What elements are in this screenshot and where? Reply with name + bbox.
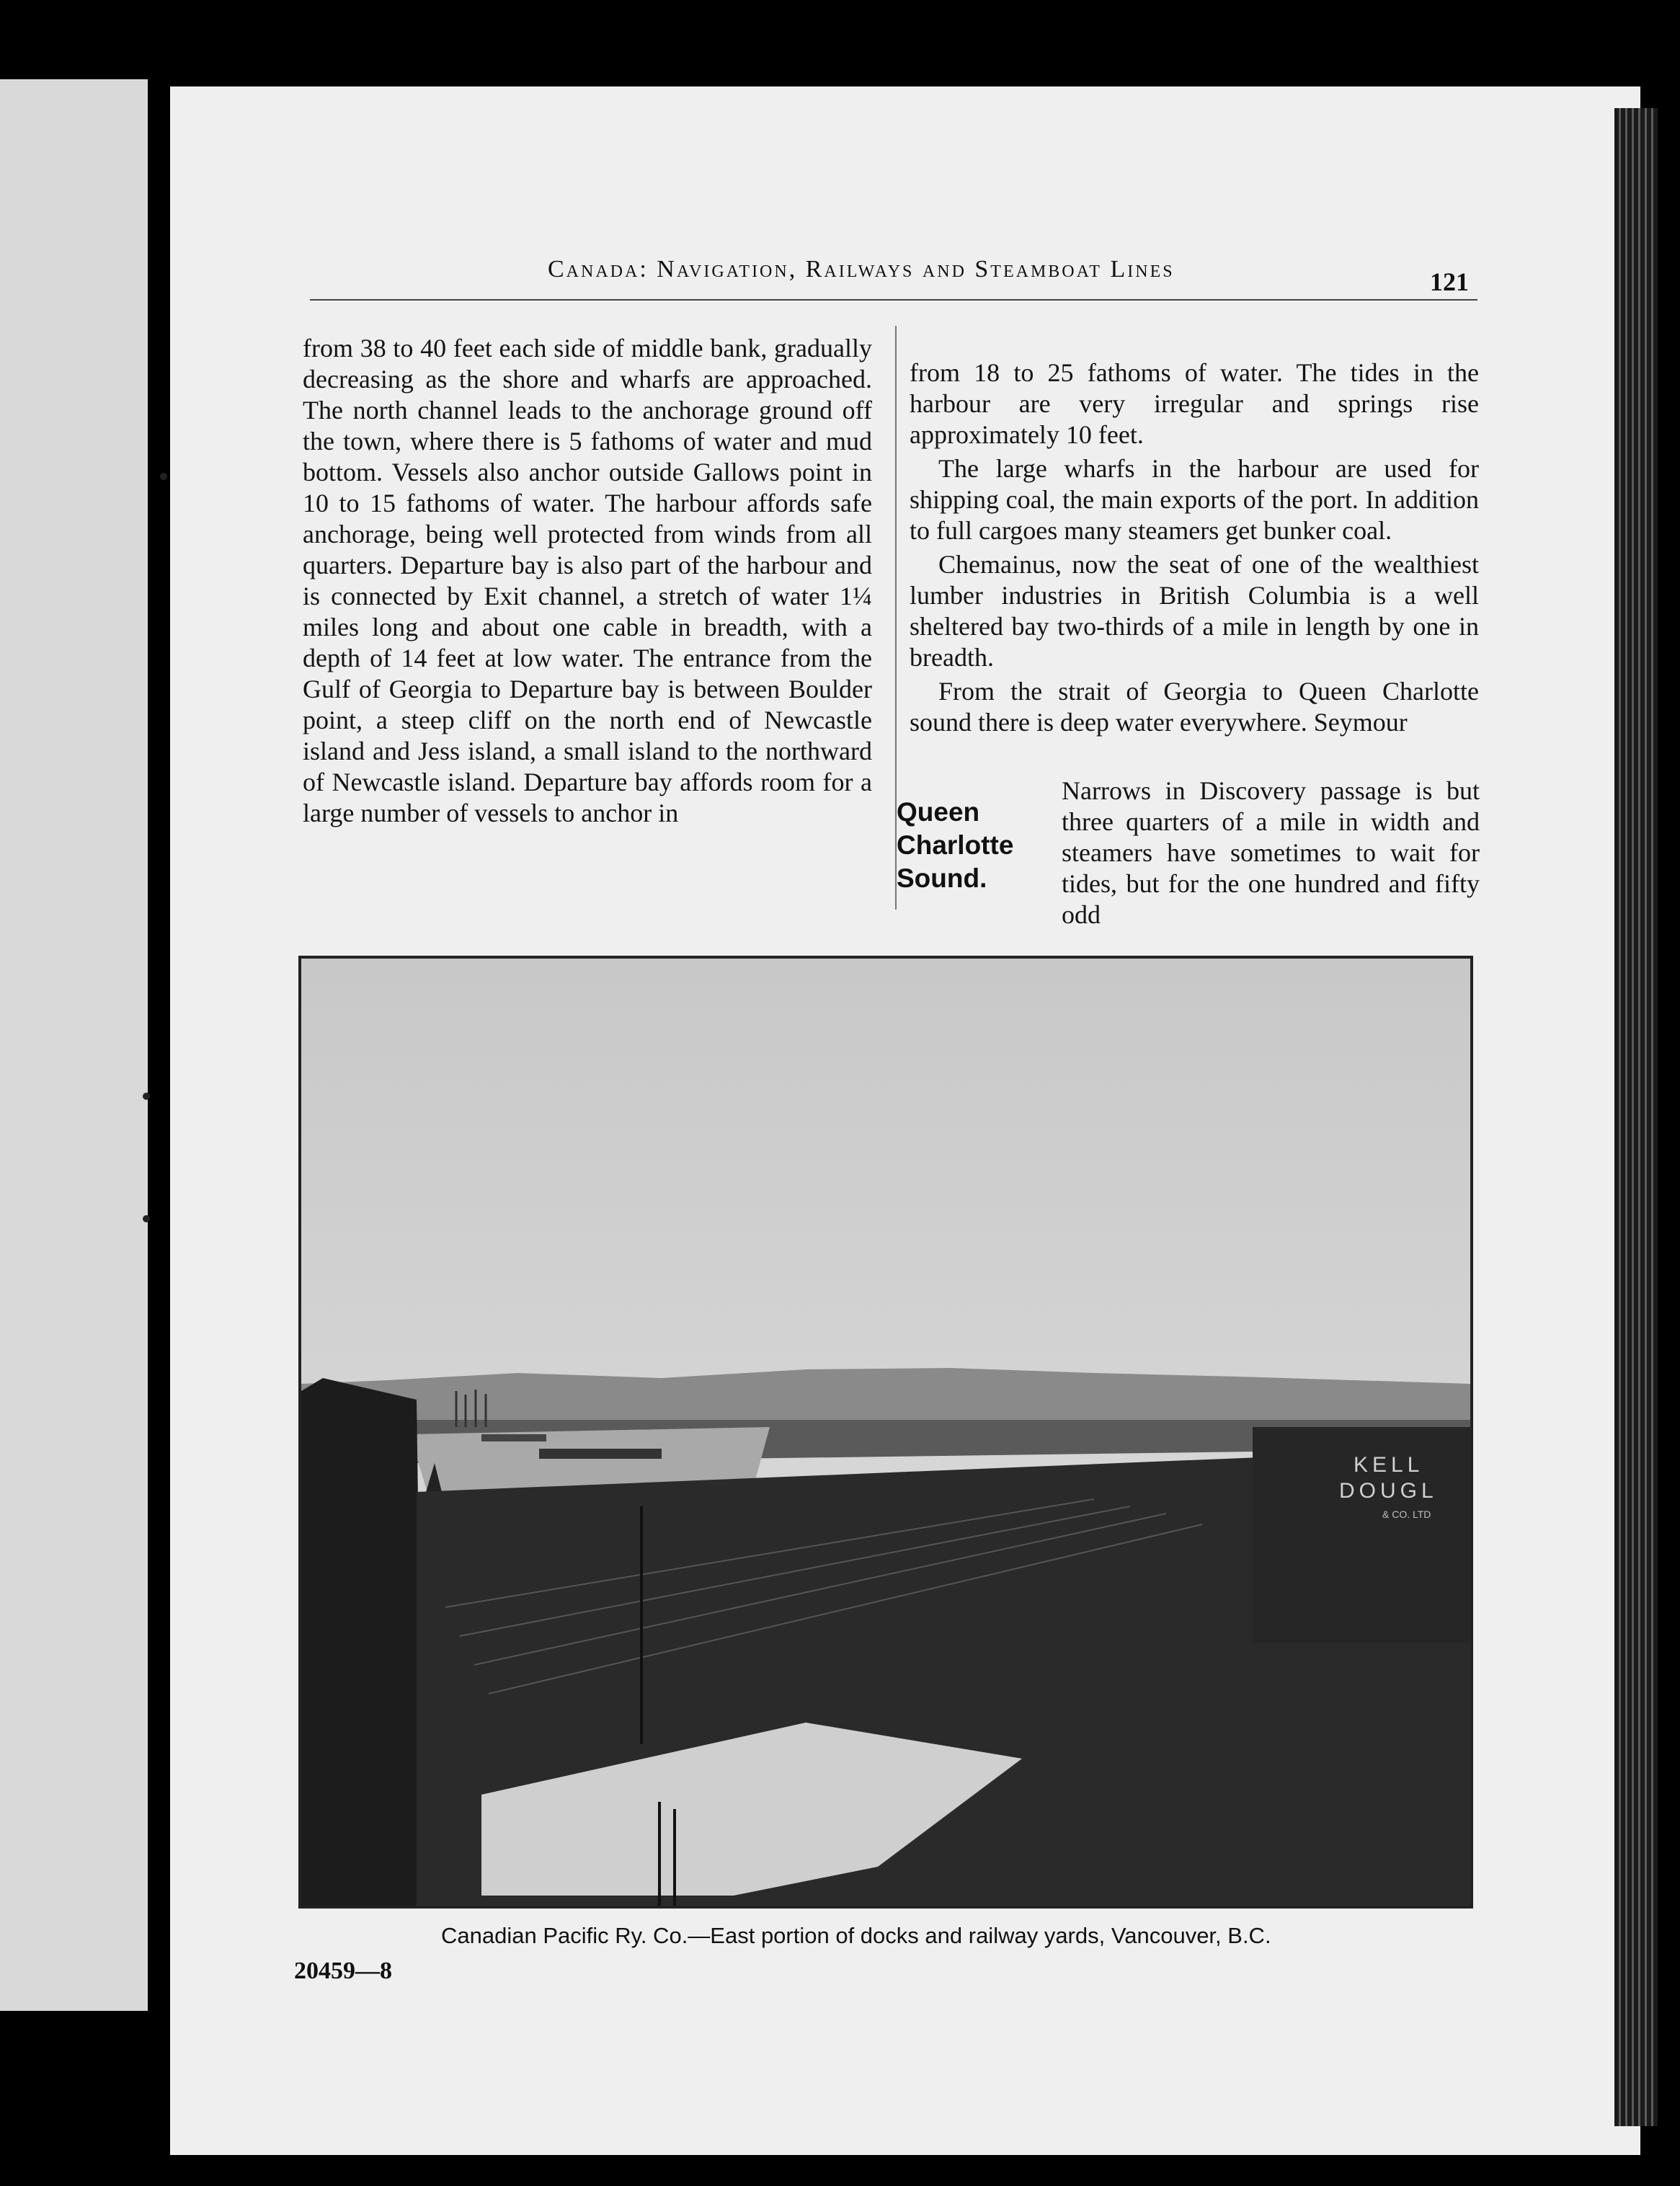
paragraph-wharfs: The large wharfs in the harbour are used for shipping coal, the main exports of the port. In addition to full cargoes many steamers get bunker coal.: [910, 454, 1479, 545]
warehouse-sign-text: DOUGL: [1339, 1479, 1438, 1503]
sidenote-line: Charlotte: [897, 830, 1014, 860]
paragraph-chemainus: Chemainus, now the seat of one of the wealthiest lumber industries in British Columbia is a well sheltered bay two-thirds of a mile in length by one in breadth.: [910, 550, 1479, 672]
facing-page-edge: [0, 79, 148, 2011]
photograph-docks-railway-yards: [298, 956, 1473, 1909]
sidenote-line: Sound.: [897, 863, 987, 893]
binding-mark: [160, 473, 167, 480]
binding-mark: [143, 1215, 150, 1222]
steamer: [481, 1434, 546, 1441]
running-head: Canada: Navigation, Railways and Steamboat Lines: [548, 256, 1175, 283]
page-stack-edge: [1614, 108, 1658, 2126]
sidenote-line: Queen: [897, 797, 980, 827]
printer-signature-mark: 20459—8: [294, 1958, 392, 1984]
right-column-wrapped-text: [1062, 776, 1480, 930]
station-building: [301, 1378, 424, 1906]
paragraph-strait-of-georgia: From the strait of Georgia to Queen Charlotte sound there is deep water everywhere. Seymour: [910, 677, 1479, 737]
photo-caption: Canadian Pacific Ry. Co.—East portion of docks and railway yards, Vancouver, B.C.: [441, 1923, 1271, 1948]
steamer: [539, 1449, 662, 1459]
left-column-paragraph: from 38 to 40 feet each side of middle bank, gradually decreasing as the shore and wharfs are approached. The north channel leads to the anchorage ground off the town, where there is 5 fathoms of water and mud bottom. Vessels also anchor outside Gallows point in 10 to 15 fathoms of water. The harbour affords safe anchorage, being well protected from winds from all quarters. Departure bay is also part of the harbour and is connected by Exit channel, a stretch of water 1¼ miles long and about one cable in breadth, with a depth of 14 feet at low water. The entrance from the Gulf of Georgia to Departure bay is between Boulder point, a steep cliff on the north end of Newcastle island and Jess island, a small island to the northward of Newcastle island. Departure bay affords room for a large number of vessels to anchor in: [303, 334, 872, 827]
paragraph-seymour-narrows: Narrows in Discovery passage is but three quarters of a mile in width and steamers have sometimes to wait for tides, but for the one hundred and fifty odd: [1062, 776, 1480, 929]
warehouse-sign-text: & CO. LTD: [1382, 1509, 1431, 1520]
paragraph-tides: from 18 to 25 fathoms of water. The tides in the harbour are very irregular and springs rise approximately 10 feet.: [910, 358, 1479, 449]
warehouse-sign-text: KELL: [1354, 1453, 1424, 1477]
margin-sidenote: [897, 796, 1013, 895]
binding-mark: [143, 1093, 150, 1100]
left-column: [303, 333, 872, 829]
right-column: [910, 357, 1479, 738]
page-number: 121: [1430, 267, 1469, 296]
photo-illustration: [301, 959, 1470, 1906]
header-rule: [310, 299, 1477, 301]
